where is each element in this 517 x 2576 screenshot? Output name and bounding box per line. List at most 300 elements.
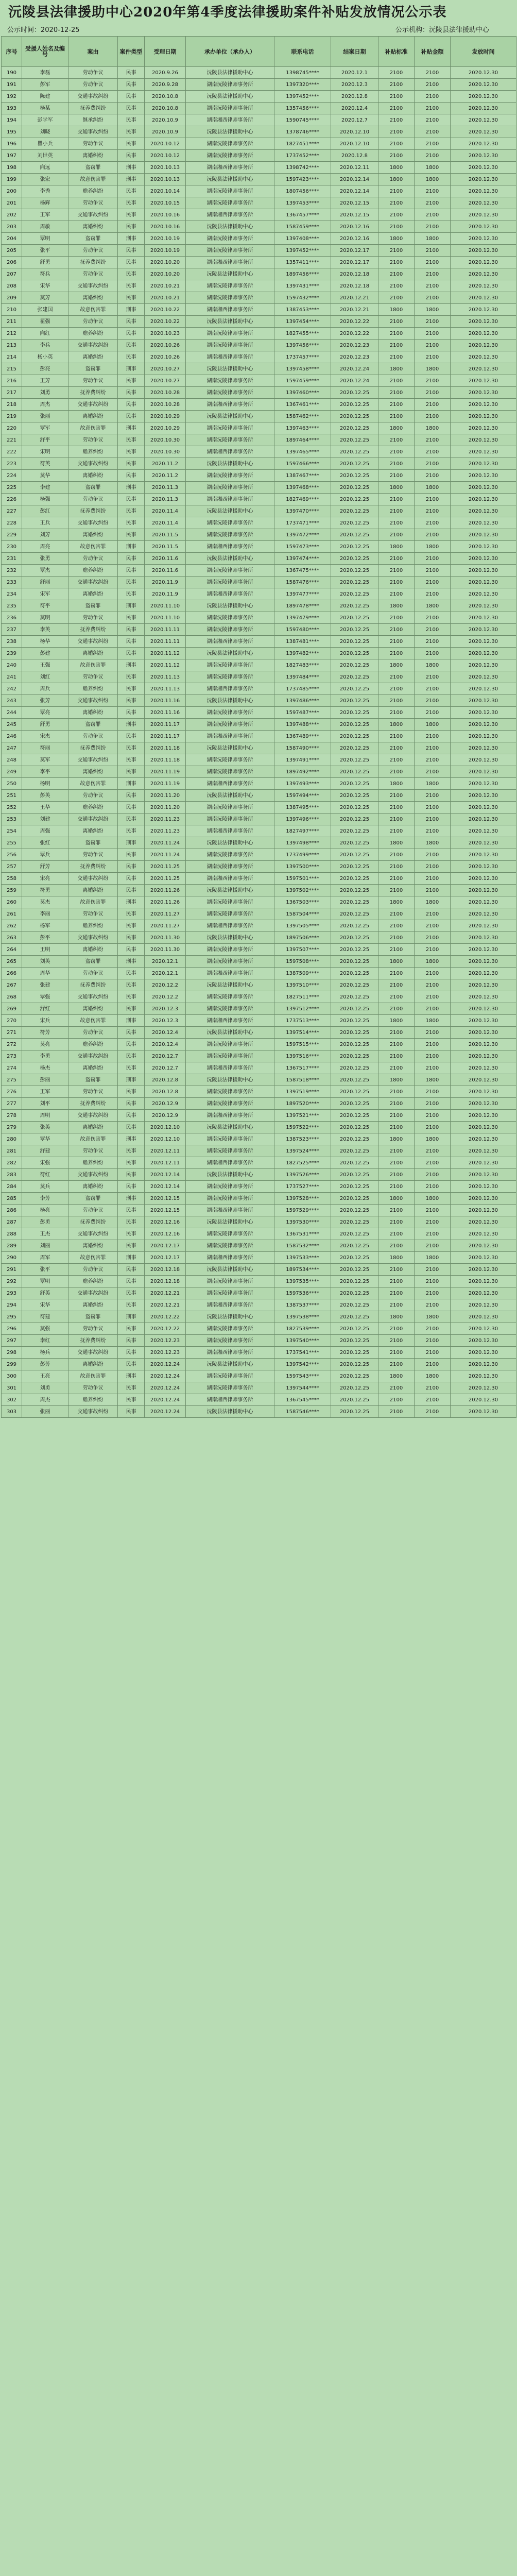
table-cell: 2100 [378, 411, 415, 422]
table-cell: 2100 [415, 802, 451, 814]
table-cell: 交通事故纠纷 [68, 126, 118, 138]
table-cell: 2020.11.11 [145, 624, 186, 636]
table-cell: 李芳 [22, 1193, 68, 1205]
table-cell: 1800 [415, 1074, 451, 1086]
table-cell: 1397491**** [274, 754, 331, 766]
table-cell: 263 [2, 932, 22, 944]
table-cell: 劳动争议 [68, 245, 118, 257]
table-cell: 2020.12.30 [451, 1287, 516, 1299]
table-row [2, 328, 516, 340]
table-cell: 2100 [378, 1382, 415, 1394]
table-row [2, 458, 516, 470]
table-cell: 247 [2, 742, 22, 754]
table-cell: 2020.12.30 [451, 802, 516, 814]
table-cell: 2100 [378, 1359, 415, 1370]
table-cell: 2020.12.30 [451, 778, 516, 790]
table-cell: 2020.12.25 [331, 1086, 378, 1098]
table-cell: 286 [2, 1205, 22, 1216]
table-cell: 沅陵县法律援助中心 [186, 979, 274, 991]
table-cell: 2020.12.30 [451, 458, 516, 470]
table-cell: 1397507**** [274, 944, 331, 956]
table-cell: 2100 [415, 1287, 451, 1299]
table-cell: 沅陵县法律援助中心 [186, 648, 274, 659]
table-cell: 2020.12.1 [145, 956, 186, 968]
table-row [2, 1133, 516, 1145]
table-cell: 260 [2, 896, 22, 908]
table-cell: 1397460**** [274, 387, 331, 399]
table-cell: 2100 [378, 505, 415, 517]
table-cell: 劳动争议 [68, 1264, 118, 1276]
table-cell: 2100 [378, 624, 415, 636]
table-cell: 民事 [118, 624, 145, 636]
table-row [2, 517, 516, 529]
table-cell: 2020.12.30 [451, 197, 516, 209]
table-cell: 2020.12.25 [331, 766, 378, 778]
table-cell: 向远 [22, 162, 68, 174]
table-row [2, 565, 516, 577]
table-cell: 2100 [415, 1323, 451, 1335]
table-row [2, 825, 516, 837]
table-cell: 2020.12.30 [451, 908, 516, 920]
table-cell: 2100 [415, 636, 451, 648]
table-cell: 2020.11.10 [145, 600, 186, 612]
table-cell: 劳动争议 [68, 1382, 118, 1394]
table-cell: 2100 [415, 126, 451, 138]
table-cell: 1357456**** [274, 103, 331, 114]
table-cell: 2020.12.10 [331, 126, 378, 138]
table-cell: 207 [2, 268, 22, 280]
table-cell: 彭勇 [22, 1216, 68, 1228]
table-cell: 故意伤害罪 [68, 659, 118, 671]
table-row [2, 873, 516, 885]
table-cell: 1800 [378, 837, 415, 849]
table-cell: 交通事故纠纷 [68, 1347, 118, 1359]
table-cell: 莫兵 [22, 1181, 68, 1193]
table-cell: 交通事故纠纷 [68, 1050, 118, 1062]
table-cell: 211 [2, 316, 22, 328]
table-cell: 离婚纠纷 [68, 1062, 118, 1074]
table-cell: 1737513**** [274, 1015, 331, 1027]
table-cell: 2100 [378, 588, 415, 600]
table-row [2, 1264, 516, 1276]
table-cell: 彭平 [22, 932, 68, 944]
table-row [2, 268, 516, 280]
table-cell: 湖南沅陵律师事务所 [186, 1335, 274, 1347]
table-cell: 沅陵县法律援助中心 [186, 363, 274, 375]
table-cell: 民事 [118, 292, 145, 304]
table-cell: 1800 [415, 363, 451, 375]
table-row [2, 766, 516, 778]
table-cell: 2020.12.25 [331, 1382, 378, 1394]
table-cell: 刑事 [118, 1370, 145, 1382]
table-cell: 285 [2, 1193, 22, 1205]
table-cell: 2020.11.25 [145, 873, 186, 885]
table-cell: 2100 [415, 340, 451, 351]
table-cell: 1397456**** [274, 340, 331, 351]
table-cell: 沅陵县法律援助中心 [186, 221, 274, 233]
table-cell: 2100 [415, 790, 451, 802]
table-cell: 劳动争议 [68, 434, 118, 446]
table-cell: 湖南湘西律师事务所 [186, 257, 274, 268]
table-cell: 湖南沅陵律师事务所 [186, 991, 274, 1003]
column-header: 发放时间 [451, 37, 516, 67]
table-cell: 湖南沅陵律师事务所 [186, 422, 274, 434]
table-cell: 故意伤害罪 [68, 778, 118, 790]
table-cell: 湖南沅陵律师事务所 [186, 577, 274, 588]
table-cell: 2100 [378, 1110, 415, 1122]
table-cell: 2100 [378, 671, 415, 683]
table-cell: 2100 [415, 1264, 451, 1276]
table-cell: 湖南湘西律师事务所 [186, 968, 274, 979]
table-cell: 202 [2, 209, 22, 221]
table-cell: 湖南沅陵律师事务所 [186, 1228, 274, 1240]
table-row [2, 1169, 516, 1181]
table-cell: 莫亮 [22, 1039, 68, 1050]
table-cell: 240 [2, 659, 22, 671]
table-cell: 2020.12.30 [451, 150, 516, 162]
table-cell: 劳动争议 [68, 553, 118, 565]
column-header: 受援人姓名及编号 [22, 37, 68, 67]
table-cell: 2020.12.25 [331, 991, 378, 1003]
table-cell: 1597423**** [274, 174, 331, 185]
table-cell: 1737499**** [274, 849, 331, 861]
table-cell: 2100 [378, 1394, 415, 1406]
table-cell: 宋强 [22, 1157, 68, 1169]
table-cell: 2100 [378, 979, 415, 991]
table-cell: 抚养费纠纷 [68, 742, 118, 754]
table-cell: 2020.12.30 [451, 731, 516, 742]
table-cell: 沅陵县法律援助中心 [186, 742, 274, 754]
table-cell: 212 [2, 328, 22, 340]
table-cell: 2020.12.21 [145, 1299, 186, 1311]
table-cell: 周明 [22, 1110, 68, 1122]
table-cell: 1800 [415, 956, 451, 968]
table-cell: 2020.12.30 [451, 91, 516, 103]
table-cell: 民事 [118, 968, 145, 979]
table-cell: 赡养纠纷 [68, 185, 118, 197]
table-cell: 2020.12.11 [331, 162, 378, 174]
table-cell: 刘建 [22, 814, 68, 825]
table-cell: 2020.12.9 [145, 1110, 186, 1122]
table-cell: 1800 [415, 162, 451, 174]
table-row [2, 375, 516, 387]
table-cell: 2100 [415, 1276, 451, 1287]
table-cell: 1397502**** [274, 885, 331, 896]
table-row [2, 67, 516, 79]
table-cell: 交通事故纠纷 [68, 340, 118, 351]
table-cell: 2100 [415, 387, 451, 399]
table-cell: 沅陵县法律援助中心 [186, 1074, 274, 1086]
table-cell: 2020.12.30 [451, 1062, 516, 1074]
table-cell: 2100 [415, 67, 451, 79]
table-cell: 2020.12.25 [331, 529, 378, 541]
table-cell: 湖南沅陵律师事务所 [186, 1193, 274, 1205]
table-cell: 王杰 [22, 1228, 68, 1240]
table-cell: 湖南湘西律师事务所 [186, 162, 274, 174]
table-cell: 沅陵县法律援助中心 [186, 268, 274, 280]
table-cell: 2020.12.30 [451, 529, 516, 541]
table-cell: 湖南湘西律师事务所 [186, 920, 274, 932]
table-cell: 2100 [378, 470, 415, 482]
table-cell: 252 [2, 802, 22, 814]
table-row [2, 1394, 516, 1406]
table-row [2, 150, 516, 162]
table-cell: 1587459**** [274, 221, 331, 233]
table-cell: 民事 [118, 979, 145, 991]
table-cell: 莫华 [22, 470, 68, 482]
table-row [2, 422, 516, 434]
table-cell: 离婚纠纷 [68, 1359, 118, 1370]
table-cell: 湖南沅陵律师事务所 [186, 754, 274, 766]
table-cell: 2100 [415, 707, 451, 719]
table-cell: 杨小英 [22, 351, 68, 363]
table-cell: 2020.10.29 [145, 422, 186, 434]
table-cell: 2100 [415, 1145, 451, 1157]
table-cell: 2020.12.7 [331, 114, 378, 126]
table-cell: 1387509**** [274, 968, 331, 979]
table-cell: 253 [2, 814, 22, 825]
table-cell: 2020.12.25 [331, 1335, 378, 1347]
table-row [2, 316, 516, 328]
table-cell: 2020.12.30 [451, 861, 516, 873]
table-cell: 舒平 [22, 434, 68, 446]
table-cell: 湖南湘西律师事务所 [186, 1347, 274, 1359]
table-cell: 湖南沅陵律师事务所 [186, 849, 274, 861]
table-cell: 2020.12.30 [451, 825, 516, 837]
table-cell: 2020.10.30 [145, 446, 186, 458]
table-cell: 2020.12.25 [331, 458, 378, 470]
table-cell: 抚养费纠纷 [68, 1335, 118, 1347]
table-cell: 2020.12.14 [145, 1169, 186, 1181]
table-cell: 2020.12.30 [451, 1228, 516, 1240]
table-row [2, 790, 516, 802]
table-cell: 228 [2, 517, 22, 529]
table-cell: 劳动争议 [68, 79, 118, 91]
table-cell: 民事 [118, 114, 145, 126]
table-cell: 2020.12.30 [451, 944, 516, 956]
table-cell: 1397482**** [274, 648, 331, 659]
table-cell: 2020.12.25 [331, 814, 378, 825]
table-cell: 1800 [378, 600, 415, 612]
table-cell: 2020.11.9 [145, 588, 186, 600]
table-cell: 1397320**** [274, 79, 331, 91]
table-cell: 291 [2, 1264, 22, 1276]
table-cell: 彭红 [22, 505, 68, 517]
table-cell: 1367475**** [274, 565, 331, 577]
table-cell: 2100 [415, 944, 451, 956]
table-cell: 莫杰 [22, 896, 68, 908]
table-cell: 2100 [378, 1287, 415, 1299]
table-cell: 向红 [22, 328, 68, 340]
table-cell: 2020.12.25 [331, 494, 378, 505]
table-cell: 2020.12.25 [331, 434, 378, 446]
table-cell: 251 [2, 790, 22, 802]
table-cell: 1398742**** [274, 162, 331, 174]
table-cell: 刑事 [118, 422, 145, 434]
table-cell: 彭英 [22, 790, 68, 802]
table-cell: 287 [2, 1216, 22, 1228]
table-cell: 湖南沅陵律师事务所 [186, 861, 274, 873]
table-cell: 2100 [415, 920, 451, 932]
table-cell: 张丽 [22, 411, 68, 422]
table-cell: 瞿强 [22, 316, 68, 328]
table-row [2, 541, 516, 553]
table-cell: 1397535**** [274, 1276, 331, 1287]
table-cell: 2020.12.30 [451, 553, 516, 565]
table-cell: 1800 [415, 896, 451, 908]
table-row [2, 707, 516, 719]
table-cell: 2020.12.30 [451, 268, 516, 280]
table-cell: 盗窃罪 [68, 1193, 118, 1205]
table-cell: 张勇 [22, 553, 68, 565]
table-cell: 劳动争议 [68, 731, 118, 742]
table-cell: 刑事 [118, 304, 145, 316]
table-cell: 2020.12.30 [451, 1039, 516, 1050]
table-cell: 1800 [378, 422, 415, 434]
table-cell: 湖南沅陵律师事务所 [186, 1370, 274, 1382]
table-cell: 湖南湘西律师事务所 [186, 1015, 274, 1027]
table-cell: 2020.12.30 [451, 1264, 516, 1276]
table-cell: 2100 [378, 1086, 415, 1098]
table-cell: 李丽 [22, 908, 68, 920]
table-cell: 抚养费纠纷 [68, 103, 118, 114]
table-cell: 2100 [378, 766, 415, 778]
table-cell: 王强 [22, 659, 68, 671]
table-cell: 191 [2, 79, 22, 91]
table-cell: 2020.12.30 [451, 1015, 516, 1027]
table-cell: 民事 [118, 458, 145, 470]
table-cell: 张平 [22, 1264, 68, 1276]
table-cell: 2020.12.30 [451, 849, 516, 861]
table-cell: 民事 [118, 257, 145, 268]
table-cell: 盗窃罪 [68, 719, 118, 731]
table-cell: 2020.12.30 [451, 174, 516, 185]
table-cell: 2100 [415, 434, 451, 446]
table-cell: 湖南湘西律师事务所 [186, 636, 274, 648]
table-cell: 209 [2, 292, 22, 304]
table-cell: 258 [2, 873, 22, 885]
table-cell: 交通事故纠纷 [68, 209, 118, 221]
table-cell: 2020.12.14 [331, 185, 378, 197]
table-cell: 2020.12.30 [451, 494, 516, 505]
table-cell: 2020.12.24 [145, 1382, 186, 1394]
table-cell: 2020.12.16 [145, 1228, 186, 1240]
table-cell: 1800 [415, 1311, 451, 1323]
table-row [2, 1216, 516, 1228]
table-cell: 2020.12.25 [331, 861, 378, 873]
table-cell: 2100 [378, 1157, 415, 1169]
table-cell: 张英 [22, 1122, 68, 1133]
table-cell: 2020.12.25 [331, 470, 378, 482]
table-row [2, 553, 516, 565]
table-cell: 1800 [378, 541, 415, 553]
table-cell: 2020.10.27 [145, 363, 186, 375]
table-cell: 2020.12.25 [331, 920, 378, 932]
table-cell: 湖南沅陵律师事务所 [186, 138, 274, 150]
table-cell: 214 [2, 351, 22, 363]
table-cell: 2100 [415, 1003, 451, 1015]
table-cell: 2100 [415, 754, 451, 766]
table-cell: 1397465**** [274, 446, 331, 458]
table-cell: 1397498**** [274, 837, 331, 849]
table-cell: 刘世英 [22, 150, 68, 162]
table-cell: 2020.12.25 [331, 1157, 378, 1169]
table-cell: 民事 [118, 1276, 145, 1287]
table-cell: 2100 [415, 257, 451, 268]
table-cell: 赡养纠纷 [68, 446, 118, 458]
table-cell: 湖南沅陵律师事务所 [186, 944, 274, 956]
table-cell: 2020.12.25 [331, 742, 378, 754]
table-row [2, 411, 516, 422]
table-body [2, 67, 516, 1418]
table-cell: 2020.12.30 [451, 280, 516, 292]
table-cell: 莫明 [22, 612, 68, 624]
table-row [2, 1003, 516, 1015]
table-cell: 283 [2, 1169, 22, 1181]
table-cell: 1800 [378, 1015, 415, 1027]
table-cell: 湖南沅陵律师事务所 [186, 79, 274, 91]
table-cell: 2100 [415, 446, 451, 458]
table-cell: 民事 [118, 991, 145, 1003]
table-cell: 235 [2, 600, 22, 612]
table-cell: 1800 [378, 363, 415, 375]
table-cell: 沅陵县法律援助中心 [186, 174, 274, 185]
table-cell: 1827539**** [274, 1323, 331, 1335]
table-cell: 湖南湘西律师事务所 [186, 1110, 274, 1122]
table-row [2, 944, 516, 956]
table-row [2, 1276, 516, 1287]
table-row [2, 1287, 516, 1299]
table-cell: 1800 [378, 1193, 415, 1205]
table-cell: 故意伤害罪 [68, 1015, 118, 1027]
table-cell: 1367503**** [274, 896, 331, 908]
table-cell: 离婚纠纷 [68, 221, 118, 233]
table-cell: 杨亮 [22, 1205, 68, 1216]
table-cell: 盗窃罪 [68, 600, 118, 612]
table-cell: 2020.12.30 [451, 351, 516, 363]
table-cell: 2100 [415, 612, 451, 624]
table-cell: 298 [2, 1347, 22, 1359]
table-cell: 刑事 [118, 1252, 145, 1264]
table-cell: 舒芳 [22, 861, 68, 873]
table-cell: 1737452**** [274, 150, 331, 162]
table-cell: 2100 [415, 114, 451, 126]
table-cell: 2100 [378, 742, 415, 754]
table-cell: 舒建 [22, 1145, 68, 1157]
table-cell: 2100 [378, 612, 415, 624]
table-cell: 239 [2, 648, 22, 659]
table-cell: 2020.12.16 [331, 221, 378, 233]
table-cell: 1800 [415, 174, 451, 185]
table-cell: 293 [2, 1287, 22, 1299]
table-cell: 2020.9.26 [145, 67, 186, 79]
table-cell: 民事 [118, 351, 145, 363]
table-row [2, 470, 516, 482]
table-cell: 2020.11.18 [145, 742, 186, 754]
table-cell: 覃杰 [22, 565, 68, 577]
table-cell: 2020.12.30 [451, 600, 516, 612]
table-cell: 离婚纠纷 [68, 411, 118, 422]
table-cell: 1800 [378, 956, 415, 968]
table-cell: 2020.12.30 [451, 411, 516, 422]
table-cell: 民事 [118, 802, 145, 814]
table-row [2, 1027, 516, 1039]
table-cell: 2100 [415, 209, 451, 221]
table-cell: 1587504**** [274, 908, 331, 920]
table-cell: 湖南沅陵律师事务所 [186, 1323, 274, 1335]
table-row [2, 197, 516, 209]
table-cell: 周亮 [22, 541, 68, 553]
